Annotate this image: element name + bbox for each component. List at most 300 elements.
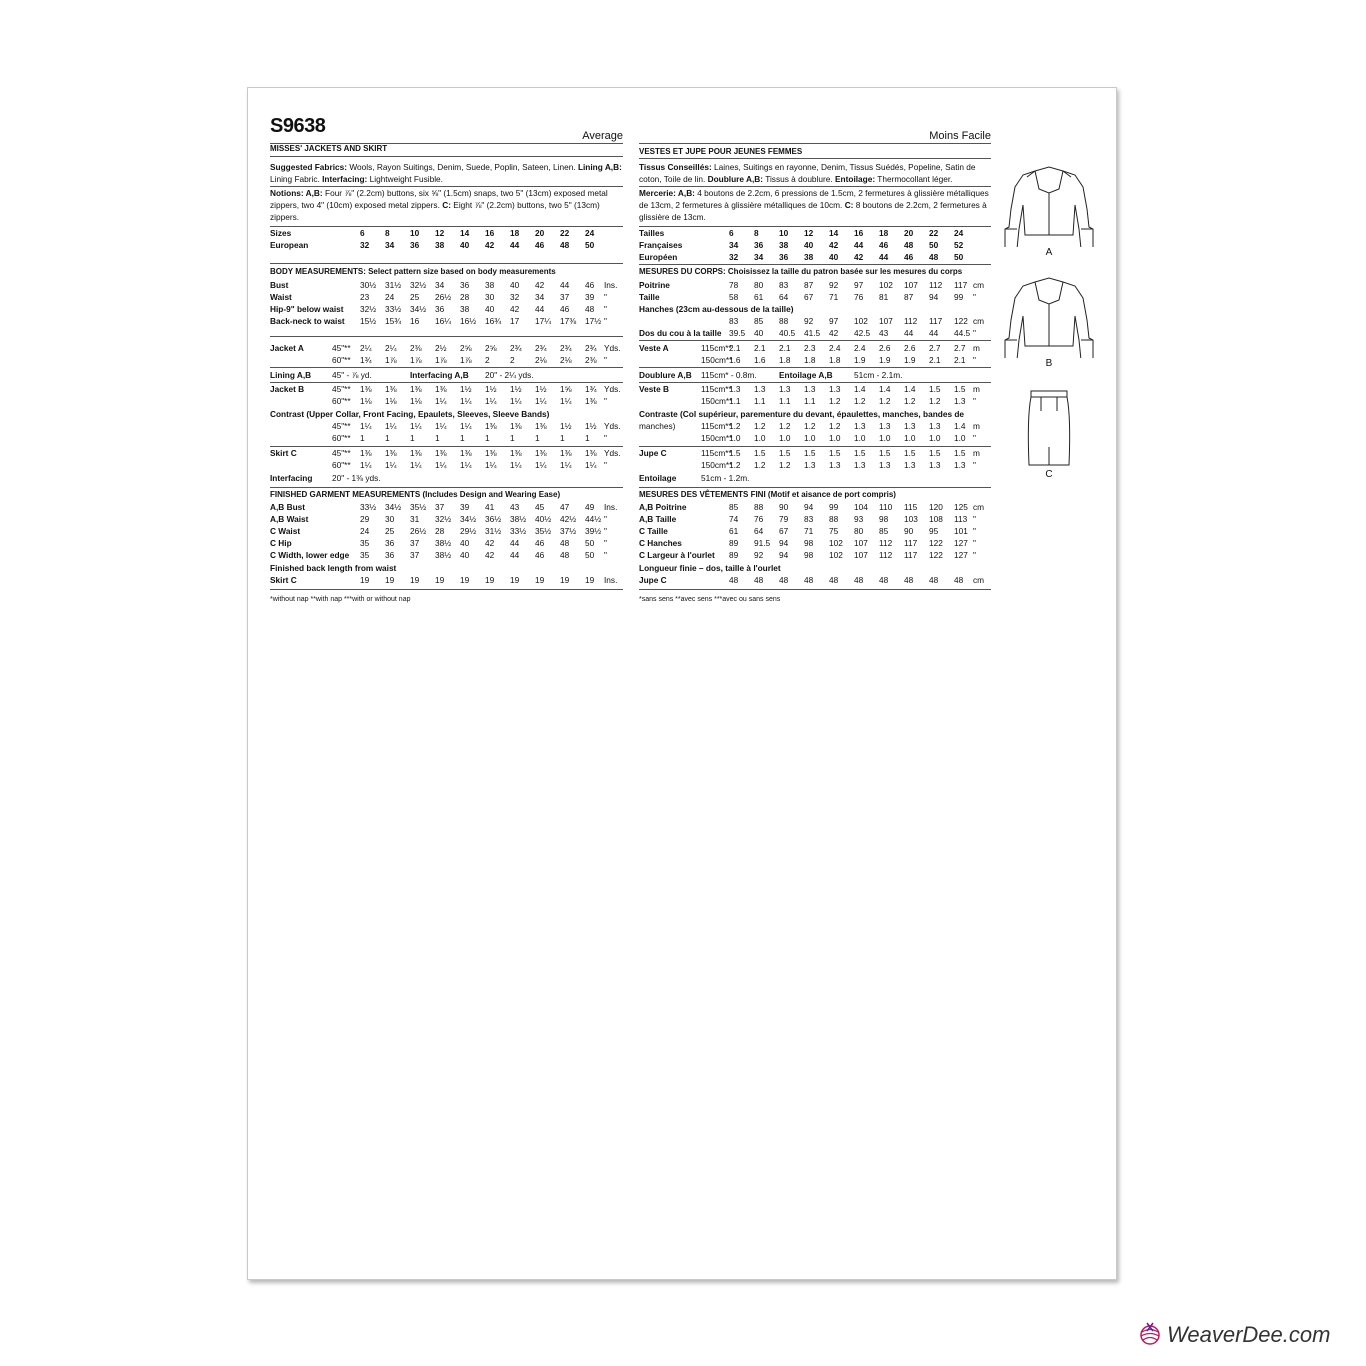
- cell-value: 1: [485, 433, 490, 444]
- skirt-length-row: [270, 574, 623, 586]
- cell-value: 2.4: [829, 343, 841, 353]
- cell-value: 94: [779, 550, 789, 561]
- veste-a-yardage: [639, 342, 991, 366]
- cell-value: 1⅜: [385, 448, 397, 458]
- cell-value: 38: [460, 304, 470, 315]
- yardage-row: [639, 395, 991, 407]
- cell-value: 74: [729, 514, 739, 525]
- unit: ": [604, 514, 607, 525]
- european-sizes-row: [270, 239, 623, 251]
- unit: Yds.: [604, 421, 621, 431]
- cell-value: 2.1: [729, 343, 741, 353]
- cell-value: 48: [904, 575, 914, 585]
- contrast-yardage: [270, 420, 623, 444]
- fabric-width: 115cm**: [701, 343, 732, 353]
- cell-value: 17: [510, 316, 520, 327]
- cell-value: 42.5: [854, 328, 871, 339]
- cell-value: 102: [854, 316, 868, 327]
- cell-value: 112: [929, 280, 943, 290]
- row-label: Veste B: [639, 384, 669, 394]
- cell-value: 115: [904, 502, 918, 512]
- cell-value: 2.4: [854, 343, 866, 353]
- cell-value: 1.2: [754, 460, 766, 471]
- cell-value: 92: [829, 280, 839, 290]
- cell-value: 26½: [435, 292, 452, 303]
- difficulty-level-fr: Moins Facile: [929, 130, 991, 142]
- cell-value: 15½: [360, 316, 377, 327]
- fabric-width: 150cm**: [701, 396, 733, 407]
- row-label: Hanches (23cm au-dessous de la taille): [639, 304, 794, 315]
- cell-value: 1⅜: [535, 448, 547, 458]
- body-measurements-table-fr: [639, 279, 991, 339]
- cell-value: 29: [360, 514, 370, 525]
- unit: ": [973, 355, 976, 366]
- cell-value: 50: [585, 538, 595, 549]
- cell-value: 19: [485, 575, 495, 585]
- cell-value: 19: [435, 575, 445, 585]
- jacket-b-illustration: [1000, 276, 1098, 369]
- cell-value: 30: [385, 514, 395, 525]
- row-label: Jacket A: [270, 343, 304, 353]
- cell-value: 94: [779, 538, 789, 549]
- cell-value: 61: [729, 526, 739, 537]
- cell-value: 1.6: [754, 355, 766, 366]
- cell-value: 1⅜: [510, 421, 522, 431]
- row-label: manches): [639, 421, 676, 431]
- row-label: A,B Waist: [270, 514, 309, 525]
- fabrics-paragraph: Suggested Fabrics: Wools, Rayon Suitings, Denim, Suede, Poplin, Sateen, Linen. Lining A,B: Lining Fabric. Interfacing: Lightweight Fusible.: [270, 162, 622, 185]
- cell-value: 80: [754, 280, 764, 290]
- cell-value: 1.3: [754, 384, 766, 394]
- unit: ": [973, 550, 976, 561]
- back-length-title-fr: Longueur finie – dos, taille à l'ourlet: [639, 563, 781, 573]
- cell-value: 40.5: [779, 328, 796, 339]
- row-label: Entoilage: [639, 473, 677, 483]
- finished-row: [270, 549, 623, 561]
- body-measurements-title: BODY MEASUREMENTS: Select pattern size based on body measurements: [270, 267, 556, 276]
- cell-value: 19: [535, 575, 545, 585]
- cell-value: 76: [854, 292, 864, 303]
- cell-value: 1.3: [829, 384, 841, 394]
- cell-value: 1.4: [954, 421, 966, 431]
- cell-value: 18: [510, 228, 520, 238]
- row-label: Sizes: [270, 228, 292, 238]
- cell-value: 2.1: [779, 343, 791, 353]
- cell-value: 117: [929, 316, 943, 327]
- cell-value: 2.7: [929, 343, 941, 353]
- cell-value: 1⅜: [585, 396, 597, 407]
- unit: ": [973, 396, 976, 407]
- cell-value: 1.2: [804, 421, 816, 431]
- cell-value: 1⅛: [385, 396, 397, 407]
- cell-value: 1.3: [954, 396, 966, 407]
- unit: m: [973, 421, 980, 431]
- row-label: C Hanches: [639, 538, 682, 549]
- unit: ": [604, 550, 607, 561]
- row-label: Tailles: [639, 228, 665, 238]
- row-label: Européen: [639, 252, 678, 263]
- row-label: Back-neck to waist: [270, 316, 345, 327]
- cell-value: 117: [954, 280, 968, 290]
- cell-value: 97: [829, 316, 839, 327]
- cell-value: 1¼: [535, 396, 547, 407]
- cell-value: 14: [829, 228, 839, 238]
- row-label: Bust: [270, 280, 289, 290]
- jacket-b-yardage: [270, 383, 623, 407]
- unit: ": [604, 433, 607, 444]
- cell-value: 1.5: [954, 448, 966, 458]
- cell-value: 36: [385, 550, 395, 561]
- cell-value: 34½: [410, 304, 427, 315]
- cell-value: 1¼: [485, 460, 497, 471]
- length-row: [270, 574, 623, 586]
- cell-value: 41: [485, 502, 495, 512]
- cell-value: 45" - ⅞ yd.: [332, 370, 372, 380]
- cell-value: 1½: [560, 421, 572, 431]
- cell-value: 99: [954, 292, 964, 303]
- cell-value: 48: [560, 550, 570, 561]
- cell-value: 31: [410, 514, 420, 525]
- unit: cm: [973, 280, 985, 290]
- doublure-row: [639, 369, 991, 381]
- cell-value: 1¼: [560, 460, 572, 471]
- cell-value: 40: [829, 252, 839, 263]
- pattern-code: S9638: [270, 115, 326, 137]
- unit: ": [973, 460, 976, 471]
- cell-value: 1: [535, 433, 540, 444]
- cell-value: 38: [779, 240, 789, 251]
- cell-value: 80: [854, 526, 864, 537]
- fabric-width: 115cm**: [701, 448, 732, 458]
- cell-value: 1⅜: [435, 448, 447, 458]
- cell-value: 88: [754, 502, 764, 512]
- cell-value: 34: [535, 292, 545, 303]
- row-label: C Largeur à l'ourlet: [639, 550, 715, 561]
- cell-value: 97: [854, 280, 864, 290]
- cell-value: 92: [754, 550, 764, 561]
- cell-value: 1: [360, 433, 365, 444]
- cell-value: 92: [804, 316, 814, 327]
- cell-value: 1: [435, 433, 440, 444]
- cell-value: 1⅞: [435, 355, 447, 366]
- contraste-label: Contraste (Col supérieur, parementure du devant, épaulettes, manches, bandes de: [639, 409, 965, 419]
- cell-value: 19: [460, 575, 470, 585]
- cell-value: 40: [460, 240, 470, 251]
- fabric-width: 60"**: [332, 460, 351, 471]
- cell-value: 17½: [585, 316, 602, 327]
- cell-value: 99: [829, 502, 839, 512]
- cell-value: 48: [904, 240, 914, 251]
- cell-value: 19: [410, 575, 420, 585]
- cell-value: 37: [435, 502, 445, 512]
- finished-row: [639, 513, 991, 525]
- cell-value: 36: [410, 240, 420, 251]
- row-label: Lining A,B: [270, 370, 312, 380]
- cell-value: 38½: [510, 514, 527, 525]
- cell-value: 19: [385, 575, 395, 585]
- cell-value: 101: [954, 526, 968, 537]
- cell-value: 6: [729, 228, 734, 238]
- finished-measurements-table: [270, 501, 623, 561]
- cell-value: 30: [485, 292, 495, 303]
- skirt-c-icon: [1001, 387, 1097, 469]
- cell-value: 1.5: [904, 448, 916, 458]
- fabric-width: 150cm**: [701, 460, 733, 471]
- cell-value: 1.3: [804, 460, 816, 471]
- cell-value: 19: [585, 575, 595, 585]
- unit: Ins.: [604, 280, 618, 290]
- cell-value: 42: [535, 280, 545, 290]
- cell-value: 44: [510, 550, 520, 561]
- unit: cm: [973, 316, 985, 327]
- cell-value: 1.5: [779, 448, 791, 458]
- cell-value: 51cm - 1.2m.: [701, 473, 750, 483]
- cell-value: 16: [854, 228, 864, 238]
- cell-value: 1½: [585, 421, 597, 431]
- cell-value: 122: [954, 316, 968, 327]
- french-sizes-row: [639, 239, 991, 251]
- cell-value: 1.0: [829, 433, 841, 444]
- unit: cm: [973, 502, 985, 512]
- row-label: C Taille: [639, 526, 668, 537]
- cell-value: 1.4: [854, 384, 866, 394]
- cell-value: 33½: [385, 304, 402, 315]
- cell-value: 1⅞: [410, 355, 422, 366]
- cell-value: 42: [485, 538, 495, 549]
- row-label: Taille: [639, 292, 660, 303]
- cell-value: 103: [904, 514, 918, 525]
- cell-value: 39.5: [729, 328, 746, 339]
- cell-value: 38½: [435, 538, 452, 549]
- cell-value: 1.0: [754, 433, 766, 444]
- cell-value: 41.5: [804, 328, 821, 339]
- cell-value: 52: [954, 240, 964, 251]
- cell-value: 44: [904, 328, 914, 339]
- cell-value: 2⅝: [460, 343, 472, 353]
- cell-value: 1⅜: [435, 384, 447, 394]
- cell-value: 1.5: [954, 384, 966, 394]
- cell-value: 1.2: [729, 460, 741, 471]
- cell-value: 16½: [460, 316, 477, 327]
- body-row: [639, 279, 991, 291]
- cell-value: 117: [904, 550, 918, 561]
- cell-value: 34: [435, 280, 445, 290]
- cell-value: 51cm - 2.1m.: [854, 370, 903, 380]
- unit: Yds.: [604, 384, 621, 394]
- cell-value: 46: [535, 538, 545, 549]
- cell-value: 1.3: [879, 460, 891, 471]
- cell-value: 42: [510, 304, 520, 315]
- cell-value: 34: [385, 240, 395, 251]
- jacket-a-illustration: [1000, 165, 1098, 258]
- cell-value: 33½: [360, 502, 377, 512]
- sizes-table: [270, 227, 623, 251]
- cell-value: 12: [804, 228, 814, 238]
- cell-value: 32: [510, 292, 520, 303]
- figure-label-a: A: [1045, 247, 1053, 258]
- cell-value: 38: [485, 280, 495, 290]
- fabric-width: 45"**: [332, 448, 351, 458]
- cell-value: 78: [729, 280, 739, 290]
- cell-value: 102: [879, 280, 893, 290]
- cell-value: 1½: [535, 384, 547, 394]
- cell-value: 48: [779, 575, 789, 585]
- cell-value: 127: [954, 538, 968, 549]
- cell-value: 34: [729, 240, 739, 251]
- cell-value: 1.3: [729, 384, 741, 394]
- cell-value: 28: [460, 292, 470, 303]
- cell-value: 1.5: [879, 448, 891, 458]
- cell-value: 16: [410, 316, 420, 327]
- cell-value: 46: [585, 280, 595, 290]
- cell-value: 20: [904, 228, 914, 238]
- cell-value: 15¾: [385, 316, 402, 327]
- unit: Yds.: [604, 448, 621, 458]
- fabric-width: 45"**: [332, 384, 351, 394]
- yardage-row: [270, 395, 623, 407]
- cell-value: 85: [879, 526, 889, 537]
- cell-value: 37: [560, 292, 570, 303]
- body-row: [270, 291, 623, 303]
- row-label: Poitrine: [639, 280, 670, 290]
- cell-value: 26½: [410, 526, 427, 537]
- cell-value: 48: [929, 575, 939, 585]
- lining-row: [270, 369, 623, 381]
- cell-value: 1⅜: [585, 448, 597, 458]
- cell-value: 85: [729, 502, 739, 512]
- cell-value: 1⅜: [485, 421, 497, 431]
- unit: m: [973, 384, 980, 394]
- cell-value: 2.6: [904, 343, 916, 353]
- cell-value: 34½: [460, 514, 477, 525]
- pattern-title-fr: VESTES ET JUPE POUR JEUNES FEMMES: [639, 147, 803, 156]
- row-label: Entoilage A,B: [779, 370, 833, 380]
- cell-value: 46: [904, 252, 914, 263]
- yardage-row: [270, 342, 623, 354]
- interfacing-row: [270, 472, 623, 484]
- cell-value: 1⅜: [460, 448, 472, 458]
- cell-value: 49: [585, 502, 595, 512]
- unit: ": [973, 526, 976, 537]
- cell-value: 115cm* - 0.8m.: [701, 370, 757, 380]
- fabric-width: 60"**: [332, 355, 351, 366]
- cell-value: 19: [510, 575, 520, 585]
- cell-value: 31½: [385, 280, 402, 290]
- cell-value: 1.3: [954, 460, 966, 471]
- cell-value: 20" - 1⅜ yds.: [332, 473, 381, 483]
- cell-value: 104: [854, 502, 868, 512]
- cell-value: 83: [729, 316, 739, 327]
- finished-row: [639, 549, 991, 561]
- cell-value: 1.3: [929, 460, 941, 471]
- cell-value: 44: [535, 304, 545, 315]
- cell-value: 2¼: [385, 343, 397, 353]
- cell-value: 120: [929, 502, 943, 512]
- cell-value: 1.3: [904, 421, 916, 431]
- cell-value: 110: [879, 502, 893, 512]
- unit: ": [604, 316, 607, 327]
- row-label: Skirt C: [270, 575, 297, 585]
- cell-value: 88: [779, 316, 789, 327]
- cell-value: 1¼: [585, 460, 597, 471]
- cell-value: 94: [929, 292, 939, 303]
- body-row: [270, 315, 623, 327]
- jacket-b-icon: [1001, 276, 1097, 358]
- cell-value: 34: [754, 252, 764, 263]
- cell-value: 40: [485, 304, 495, 315]
- yardage-row: [639, 420, 991, 432]
- row-label: Interfacing: [270, 473, 313, 483]
- cell-value: 32: [360, 240, 370, 251]
- cell-value: 1¼: [460, 460, 472, 471]
- cell-value: 1⅜: [360, 384, 372, 394]
- unit: m: [973, 343, 980, 353]
- cell-value: 35½: [535, 526, 552, 537]
- unit: ": [604, 538, 607, 549]
- unit: ": [973, 514, 976, 525]
- cell-value: 36: [435, 304, 445, 315]
- cell-value: 19: [360, 575, 370, 585]
- cell-value: 44: [510, 240, 520, 251]
- cell-value: 14: [460, 228, 470, 238]
- cell-value: 36½: [485, 514, 502, 525]
- cell-value: 32½: [435, 514, 452, 525]
- cell-value: 1.6: [729, 355, 741, 366]
- cell-value: 48: [560, 538, 570, 549]
- cell-value: 1.0: [854, 433, 866, 444]
- cell-value: 1.2: [754, 421, 766, 431]
- cell-value: 48: [829, 575, 839, 585]
- cell-value: 25: [385, 526, 395, 537]
- cell-value: 46: [535, 550, 545, 561]
- cell-value: 36: [385, 538, 395, 549]
- finished-row: [270, 537, 623, 549]
- cell-value: 10: [410, 228, 420, 238]
- unit: ": [604, 304, 607, 315]
- cell-value: 1: [510, 433, 515, 444]
- cell-value: 1⅝: [560, 384, 572, 394]
- cell-value: 24: [360, 526, 370, 537]
- cell-value: 1¼: [460, 421, 472, 431]
- cell-value: 1½: [485, 384, 497, 394]
- cell-value: 1.3: [854, 460, 866, 471]
- cell-value: 1.5: [929, 448, 941, 458]
- sizes-row-fr: [639, 227, 991, 239]
- yardage-row: [639, 432, 991, 444]
- finished-row: [639, 525, 991, 537]
- cell-value: 12: [435, 228, 445, 238]
- cell-value: 17¼: [535, 316, 552, 327]
- cell-value: 42: [485, 550, 495, 561]
- cell-value: 1⅜: [360, 448, 372, 458]
- cell-value: 35½: [410, 502, 427, 512]
- cell-value: 1: [410, 433, 415, 444]
- cell-value: 95: [929, 526, 939, 537]
- notions-paragraph-fr: Mercerie: A,B: 4 boutons de 2.2cm, 6 pressions de 1.5cm, 2 fermetures à glissière métalliques de 13cm, 2 fermetures à glissière métalliques de 10cm. C: 8 boutons de 2.2cm, 2 fermetures à glissière de 13cm.: [639, 188, 989, 223]
- sizes-row: [270, 227, 623, 239]
- cell-value: 58: [729, 292, 739, 303]
- cell-value: 44: [510, 538, 520, 549]
- yardage-row: [270, 447, 623, 459]
- cell-value: 17⅜: [560, 316, 577, 327]
- cell-value: 1¼: [510, 396, 522, 407]
- cell-value: 20" - 2¼ yds.: [485, 370, 534, 380]
- cell-value: 107: [879, 316, 893, 327]
- cell-value: 1⅜: [485, 448, 497, 458]
- cell-value: 36: [460, 280, 470, 290]
- difficulty-level: Average: [582, 130, 623, 142]
- cell-value: 48: [804, 575, 814, 585]
